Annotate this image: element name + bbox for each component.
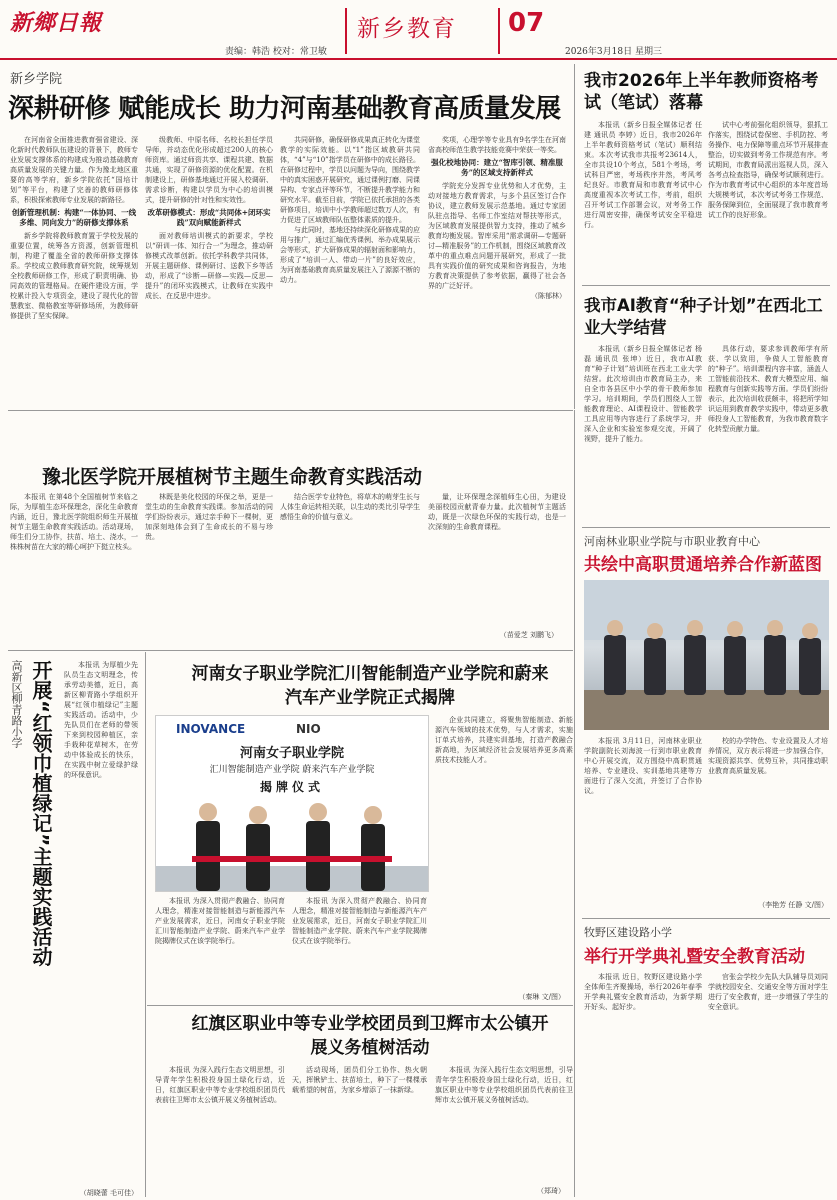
ai-headline: 我市AI教育“种子计划”在西北工业大学结营	[584, 296, 823, 337]
lead-kicker: 新乡学院	[10, 72, 63, 87]
muye-subtitle: 牧野区建设路小学	[584, 926, 672, 939]
nio-headline: 河南女子职业学院汇川智能制造产业学院和蔚来汽车产业学院正式揭牌	[191, 664, 549, 708]
exam-column-2	[708, 120, 828, 280]
lead-paragraph: 面对教师培训模式的新要求，学校以“研训一体、知行合一”为理念，推动研修模式改革创新。依托学科教学共同体，开展主题研修、课例研讨、送教下乡等活动，形成了“诊断—研修—实践—反思—提升”的闭环实践模式，让教师在实践中成长、在反思中进步。	[145, 232, 273, 300]
issue-date: 2026年3月18日 星期三	[565, 47, 662, 57]
exam-column-1	[584, 120, 702, 280]
hq-paragraph: 本报讯 为深入践行生态文明思想，引导青年学生积极投身国土绿化行动，近日，红旗区职业中等专业学校组织团员代表前往卫辉市太公镇开展义务植树活动。	[155, 1066, 285, 1104]
med-column-2	[145, 492, 273, 642]
hq-paragraph: 本报讯 为深入践行生态文明思想，引导青年学生积极投身国土绿化行动，近日，红旗区职业中等专业学校组织团员代表前往卫辉市太公镇开展义务植树活动。	[435, 1066, 573, 1104]
nio-photo-people	[156, 796, 428, 891]
med-column-4	[428, 492, 566, 632]
lead-paragraph: 与此同时，基地还持续深化研修成果的应用与推广，通过汇编优秀课例、举办成果展示会等形式，扩大研修成果的辐射面和影响力，形成了“培训一人、带动一片”的良好效应，为河南基础教育高质量发展注入了源源不断的动力。	[280, 226, 420, 284]
muye-headline: 举行开学典礼暨安全教育活动	[584, 947, 805, 967]
lead-paragraph: 共同研修，确保研修成果真正转化为课堂教学的实际效能。以“1”指区域教研共同体，“4”与“10”指学员在研修中的成长路径。在研修过程中，学员以问题为导向，围绕教学中的真实困惑开展研究，通过课例打磨、同课异构、专家点评等环节，不断提升教学能力和研究水平。截至目前，学院已依托承担的各类研修项目，培训中小学教师超过数万人次，有力促进了区域教师队伍整体素质的提升。	[280, 136, 420, 224]
column-divider	[574, 64, 575, 409]
lead-paragraph: 在河南省全面推进教育强省建设、深化新时代教师队伍建设的背景下，教师专业发展支撑体系的构建成为推动基础教育高质量发展的关键力量。作为豫北地区重要的高等学府，新乡学院依托“国培计划”等平台，构建了完善的教师研修体系，积极探索教师专业发展的新路径。	[10, 136, 138, 204]
header-rule	[0, 58, 837, 60]
nio-paragraph: 企业共同建立，将聚焦智能制造、新能源汽车领域的技术优势，与人才需求，实施订单式培养，共建实训基地，打造产教融合新高地，为区域经济社会发展培养更多高素质技术技能人才。	[435, 716, 573, 764]
lead-column-4	[428, 135, 566, 400]
exam-headline: 我市2026年上半年教师资格考试（笔试）落幕	[584, 71, 819, 113]
header-divider	[345, 8, 347, 54]
nio-paragraph: 本报讯 为深入贯彻产教融合、协同育人理念，精准对接智能制造与新能源汽车产业发展需求，近日，河南女子职业学院汇川智能制造产业学院、蔚来汽车产业学院揭牌仪式在该学院举行。	[292, 897, 427, 945]
hq-column-1	[155, 1065, 285, 1195]
hq-column-3	[435, 1065, 573, 1180]
nio-byline: （秦琳 文/图）	[518, 993, 565, 1001]
nio-logo: NIO	[296, 722, 321, 736]
lead-column-1	[10, 135, 138, 400]
hq-headline: 红旗区职业中等专业学校团员到卫辉市太公镇开展义务植树活动	[191, 1014, 549, 1058]
column-divider	[574, 410, 575, 1197]
honglingjin-school: 高新区柳青路小学	[10, 660, 23, 748]
med-column-1	[10, 492, 138, 642]
hq-column-2	[292, 1065, 427, 1195]
column-divider	[145, 652, 146, 1197]
lead-column-2	[145, 135, 273, 400]
lead-subheading: 改革研修模式：形成“共同体+闭环实践”双向赋能新样式	[147, 208, 271, 227]
nio-photo	[155, 715, 429, 892]
ai-paragraph: 具体行动，要求参训教师学有所获、学以致用，争做人工智能教育的“种子”。培训课程内容丰富，涵盖人工智能前沿技术、教育大模型应用、编程教育与创新实践等方面。学员们纷纷表示，此次培训收获颇丰，将把所学知识运用到教育教学实践中，带动更多教师投身人工智能教育，为我市教育数字化转型贡献力量。	[708, 345, 828, 433]
med-column-3	[280, 492, 420, 642]
honglingjin-paragraph: 本报讯 为厚植少先队员生态文明理念，传承劳动美德，近日，高新区柳青路小学组织开展“红领巾植绿记”主题实践活动。活动中，少先队员们在老师的带领下来到校园种植区，亲手栽种花草树木，在劳动中体验成长的快乐，在实践中树立爱绿护绿的环保意识。	[64, 661, 138, 779]
honglingjin-headline: 开展“红领巾植绿记”主题实践活动	[29, 660, 53, 967]
ai-column-2	[708, 344, 828, 519]
section-title: 新乡教育	[357, 16, 457, 42]
lead-byline: （陈郁林）	[531, 292, 566, 300]
nio-photo-line3: 揭牌仪式	[259, 780, 324, 794]
ai-column-1	[584, 344, 702, 519]
lead-headline: 深耕研修 赋能成长 助力河南基础教育高质量发展	[8, 94, 561, 124]
hnzy-column-1	[584, 736, 702, 911]
nio-photo-line2: 汇川智能制造产业学院 蔚来汽车产业学院	[209, 765, 375, 775]
hnzy-subtitle: 河南林业职业学院与市职业教育中心	[584, 535, 760, 548]
lead-subheading: 强化校地协同：建立“智库引领、精准服务”的区域支持新样式	[431, 158, 563, 177]
hnzy-column-2	[708, 736, 828, 901]
exam-paragraph: 试中心考前强化组织领导，狠抓工作落实，围绕试卷保密、手机防控、考务操作、电力保障等重点环节开展排查整治，切实做到考务工作规范有序。考试期间，市教育局派出巡视人员，深入各考点检查指导，确保考试顺利进行。作为市教育考试中心组织的本年度首场大规模考试，本次考试考务工作规范、服务保障到位，全面展现了我市教育考试工作的良好形象。	[708, 121, 828, 219]
inovance-logo: INOVANCE	[176, 722, 246, 736]
muye-column-1	[584, 972, 702, 1192]
hnzy-byline: （李艳芳 任静 文/图）	[758, 901, 828, 909]
lead-paragraph: 学院充分发挥专业优势和人才优势，主动对接地方教育需求，与多个县区签订合作协议，建立教师发展示范基地。通过专家团队驻点指导、名师工作室结对帮扶等形式，为区域教育发展提供智力支持，推动了城乡教育均衡发展。智库采用“需求调研—专题研讨—精准服务”的工作机制，围绕区域教育改革中的重点难点问题开展研究，形成了一批具有实践价值的研究成果和咨询报告，为地方教育决策提供了参考依据，赢得了社会各界的广泛好评。	[428, 182, 566, 290]
section-rule	[8, 410, 573, 411]
hnzy-paragraph: 校的办学特色、专业设置及人才培养情况，双方表示将进一步加强合作，实现资源共享、优势互补，共同推动职业教育高质量发展。	[708, 737, 828, 775]
exam-paragraph: 本报讯（新乡日报全媒体记者 任建 通讯员 李婷）近日，我市2026年上半年教师资格考试（笔试）顺利结束。本次考试我市共报考23614人，全市共设10个考点，581个考场，考试科目严密，考场秩序井然，考风考纪良好。市教育局和市教育考试中心高度重视本次考试工作，考前，组织召开考试工作部署会议，对考务工作进行周密安排，确保考试安全平稳进行。	[584, 121, 702, 229]
honglingjin-byline: （胡晓蕾 毛可佳）	[79, 1189, 138, 1197]
hq-byline: （郑琦）	[537, 1187, 565, 1195]
med-paragraph: 结合医学专业特色，将草木的萌芽生长与人体生命运转相关联，以生动的类比引导学生感悟生命的价值与意义。	[280, 493, 420, 521]
page-number: 07	[508, 8, 545, 38]
med-byline: （苗爱芝 刘鹏飞）	[499, 631, 558, 639]
lead-paragraph: 新乡学院将教师教育置于学校发展的重要位置，统筹各方资源，创新管理机制，构建了覆盖全省的教师研修支撑体系。学校成立教师教育研究院，统筹规划全校教师研修工作，形成了职责明确、协同高效的管理格局。在硬件建设方面，学校累计投入专项资金，建设了现代化的智慧教室、微格教室等研修场所，为教师研修提供了坚实保障。	[10, 232, 138, 320]
nio-column-1	[155, 896, 285, 996]
lead-paragraph: 奖项，心理学等专业具有9名学生在河南省高校师范生教学技能竞赛中荣获一等奖。	[428, 136, 566, 154]
med-paragraph: 本报讯 在第48个全国植树节来临之际，为厚植生态环保理念，深化生命教育内涵，近日，豫北医学院组织师生开展植树节主题生命教育实践活动。活动现场，师生们分工协作，扶苗、培土、浇水，一株株树苗在大家的精心呵护下挺立枝头。	[10, 493, 138, 551]
header-divider	[498, 8, 500, 54]
lead-column-3	[280, 135, 420, 400]
lead-subheading: 创新管理机制：构建“一体协同、一线多维、同向发力”的研修支撑体系	[11, 208, 137, 227]
section-rule	[582, 918, 830, 919]
hq-paragraph: 活动现场，团员们分工协作、热火朝天，挥锹铲土、扶苗培土，种下了一棵棵承载希望的树苗，为家乡增添了一抹新绿。	[292, 1066, 427, 1094]
muye-paragraph: 官张会学校少先队大队辅导员刘同学就校园安全、交通安全等方面对学生进行了安全教育，进一步增强了学生的安全意识。	[708, 973, 828, 1011]
muye-paragraph: 本报讯 近日，牧野区建设路小学全体师生齐聚操场，举行2026年春季开学典礼暨安全教育活动，为新学期开好头、起好步。	[584, 973, 702, 1011]
masthead-logo: 新鄉日報	[10, 10, 103, 36]
nio-column-3	[435, 715, 573, 990]
med-paragraph: 林既是美化校园的环保之举，更是一堂生动的生命教育实践课。参加活动的同学们纷纷表示，通过亲手种下一棵树，更加深刻地体会到了生命成长的不易与珍贵。	[145, 493, 273, 541]
med-paragraph: 量，让环保理念深植师生心田，为建设美丽校园贡献青春力量。此次植树节主题活动，既是一次绿色环保的实践行动，也是一次深刻的生命教育课程。	[428, 493, 566, 531]
hnzy-headline: 共绘中高职贯通培养合作新蓝图	[584, 555, 822, 575]
section-rule	[147, 1005, 573, 1006]
hnzy-photo	[584, 580, 829, 730]
nio-paragraph: 本报讯 为深入贯彻产教融合、协同育人理念，精准对接智能制造与新能源汽车产业发展需求，近日，河南女子职业学院汇川智能制造产业学院、蔚来汽车产业学院揭牌仪式在该学院举行。	[155, 897, 285, 945]
hnzy-photo-figures	[584, 580, 829, 730]
nio-photo-banner: 河南女子职业学院	[239, 746, 344, 761]
ai-paragraph: 本报讯（新乡日报全媒体记者 杨磊 通讯员 张坤）近日，我市AI教育“种子计划”培训班在西北工业大学结营。此次培训由市教育局主办，来自全市各县区中小学的骨干教师参加学习。培训期间，学员们围绕人工智能教育理论、AI课程设计、智能教学工具应用等内容进行了系统学习，并深入企业和实验室参观交流，开阔了视野，提升了能力。	[584, 345, 702, 443]
nio-column-2	[292, 896, 427, 996]
hnzy-paragraph: 本报讯 3月11日，河南林业职业学院副院长刘海波一行到市职业教育中心开展交流，双方围绕中高职贯通培养、专业建设、实训基地共建等方面进行了深入交流，并签订了合作协议。	[584, 737, 702, 795]
honglingjin-body	[64, 660, 138, 1130]
editor-credits: 责编：韩浩 校对：常卫敏	[225, 47, 327, 57]
section-rule	[582, 527, 830, 528]
section-rule	[8, 650, 573, 651]
lead-paragraph: 级教师、中原名师、名校长担任学员导师，并动态优化形成超过200人的核心师资库。通过师资共享、课程共建、数据共通，实现了研修资源的优化配置。在机制建设上，研修基地通过开展入校调研、需求诊断，构建以学员为中心的培训模式，提升研修的针对性和实效性。	[145, 136, 273, 204]
section-rule	[582, 285, 830, 286]
med-headline: 豫北医学院开展植树节主题生命教育实践活动	[42, 466, 423, 488]
muye-column-2	[708, 972, 828, 1192]
